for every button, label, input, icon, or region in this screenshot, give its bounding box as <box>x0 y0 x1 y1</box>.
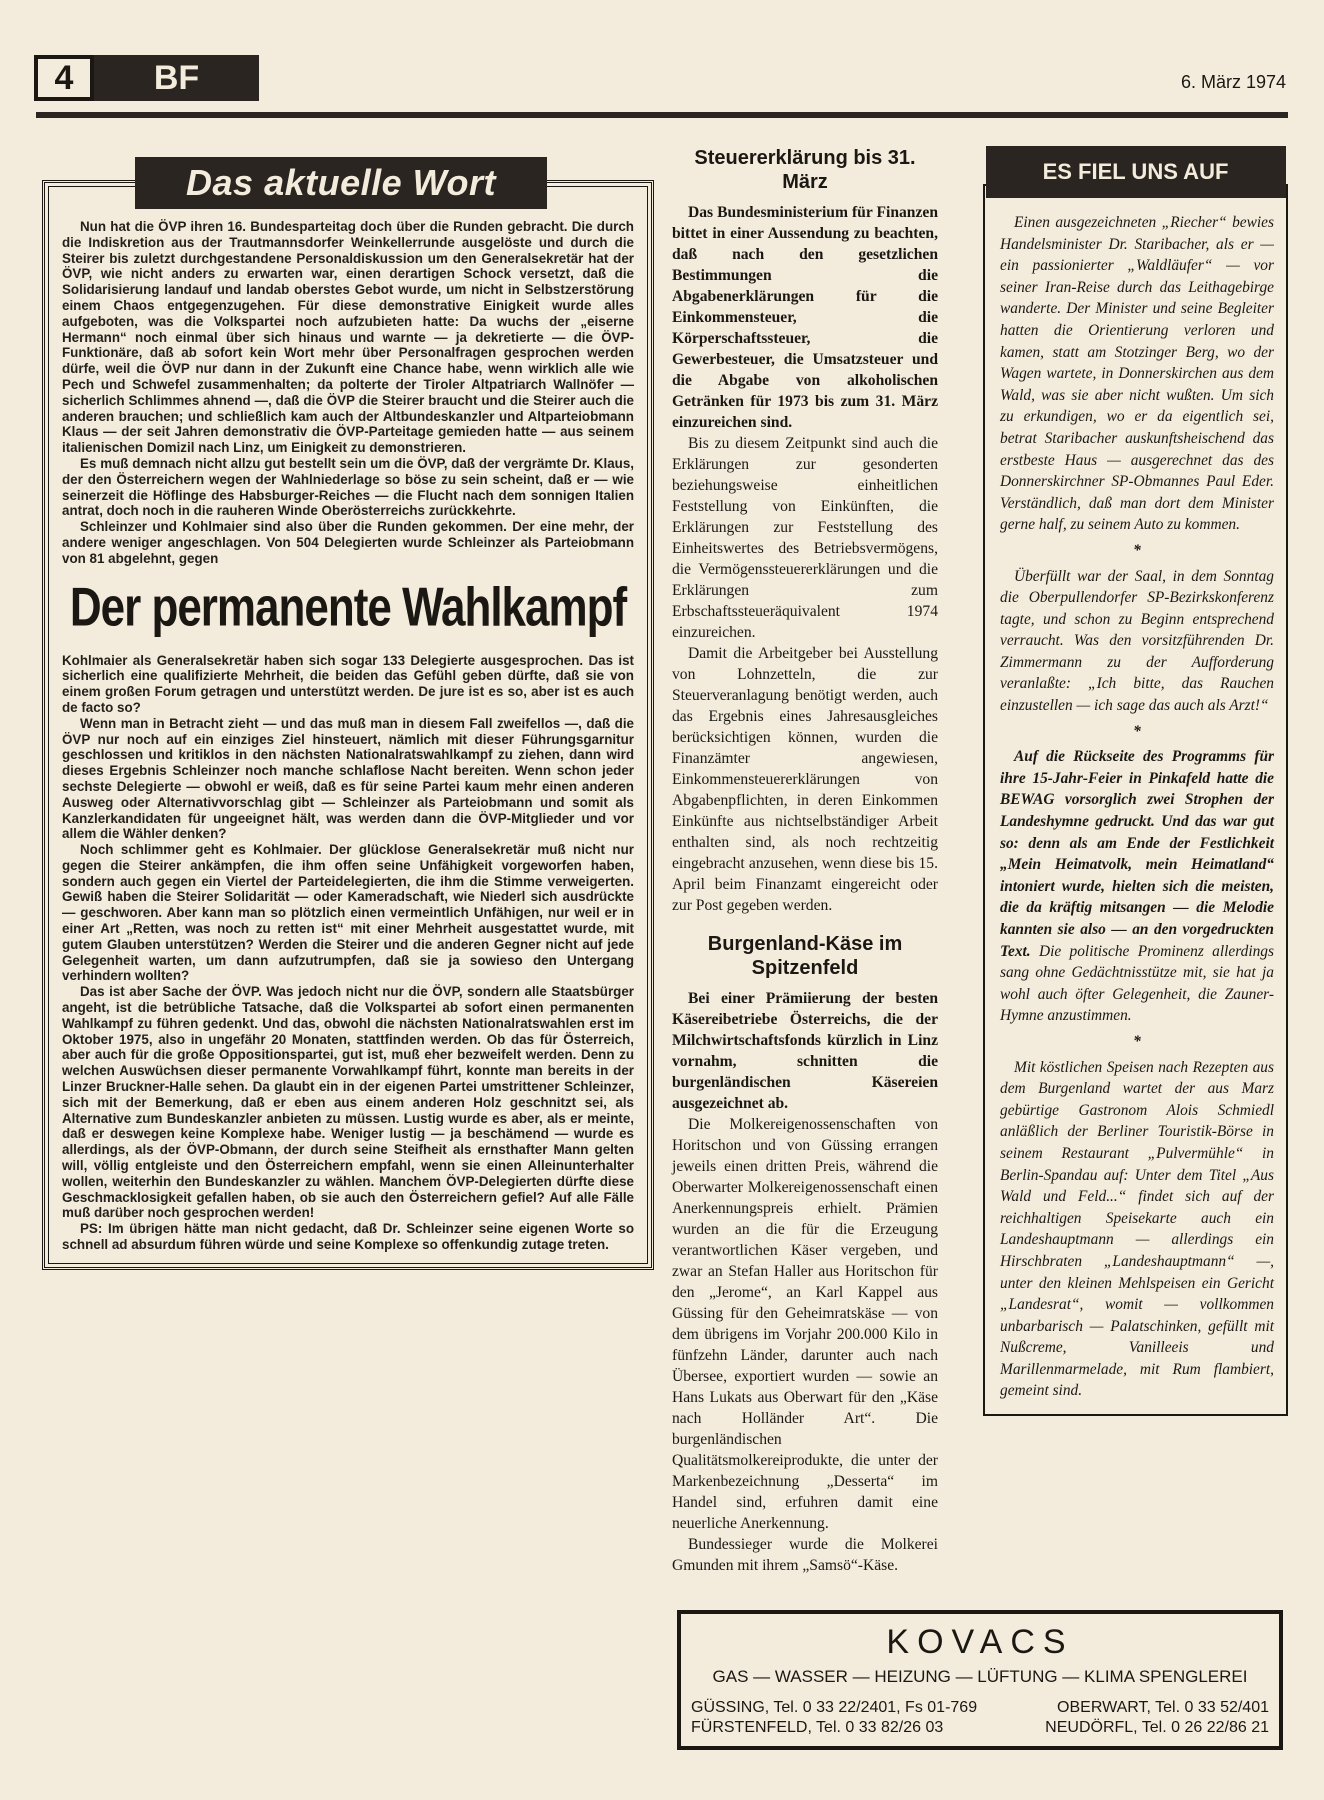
paragraph: Bis zu diesem Zeitpunkt sind auch die Erklärungen zur gesonderten beziehungsweise einheitlichen Feststellung von Einkünften, die Erklärungen zur Feststellung des Einheitswertes des Betriebsvermögens, die Vermögenssteuererklärungen und die Erklärungen zum Erbschaftssteueräquivalent 1974 einzureichen. <box>672 435 938 641</box>
editorial-text <box>62 219 634 567</box>
lead-paragraph: Bei einer Prämiierung der besten Käsereibetriebe Österreichs, die der Milchwirtschaftsfonds kürzlich in Linz vornahm, schnitten die burgenländischen Käsereien ausgezeichnet ab. <box>672 990 938 1112</box>
column-box <box>983 184 1288 1416</box>
column-item: Einen ausgezeichneten „Riecher“ bewies Handelsminister Dr. Staribacher, als er — ein passionierter „Waldläufer“ — vor seiner Iran-Reise durch das Leithagebirge wanderte. Der Minister und seine Begleiter hatten die Orientierung verloren und kamen, statt am Stotzinger Berg, wo der Wagen wartete, in Donnerskirchen aus dem Wald, was sie aber nicht wußten. Um sich zu erkundigen, wo er da eigentlich sei, betrat Staribacher auskunftsheischend das erstbeste Haus — ausgerechnet das des Donnerskirchner SP-Obmannes Paul Eder. Verständlich, daß man dort dem Minister gerne half, zu seinem Auto zu kommen. <box>1000 214 1274 534</box>
paragraph: Damit die Arbeitgeber bei Ausstellung von Lohnzetteln, die zur Steuerveranlagung benötigt werden, auch das Ergebnis eines Jahresausgleiches berücksichtigen können, wurden die Finanzämter angewiesen, Einkommensteuererklärungen von Abgabenpflichten, in deren Einkommen Einkünfte aus nichtselbständiger Arbeit enthalten sind, als noch rechtzeitig eingebracht anzusehen, wenn diese bis 15. April beim Finanzamt eingereicht oder zur Post gegeben werden. <box>672 645 938 914</box>
ad-contact: FÜRSTENFELD, Tel. 0 33 82/26 03 <box>691 1719 944 1736</box>
text: Die politische Prominenz allerdings sang ohne Gedächtnisstütze mit, sie hat ja wohl auch öfter Gelegenheit, die Zauner-Hymne anzustimmen. <box>1000 942 1274 1025</box>
header-rule <box>36 112 1288 118</box>
issue-date: 6. März 1974 <box>1180 72 1286 92</box>
page-number: 4 <box>34 55 94 101</box>
paragraph: Die Molkereigenossenschaften von Horitschon und von Güssing errangen jeweils einen dritten Preis, während die Oberwarter Molkereigenossenschaft einen Anerkennungspreis erhielt. Prämien wurden an die für die Erzeugung verantwortlichen Käser vergeben, und zwar an Stefan Haller aus Horitschon für den „Jerome“, an Karl Kappel aus Güssing für den Geheimratskäse — von dem übrigens im Vorjahr 200.000 Kilo in fünfzehn Länder, darunter auch nach Übersee, exportiert wurden — sowie an Hans Lukats aus Oberwart für den „Käse nach Holländer Art“. Die burgenländischen Qualitätsmolkereiprodukte, die unter der Markenbezeichnung „Desserta“ im Handel sind, erfuhren damit eine neuerliche Anerkennung. <box>672 1116 938 1532</box>
paragraph: Wenn man in Betracht zieht — und das muß man in diesem Fall zweifellos —, daß die ÖVP nur noch auf ein einziges Ziel hinsteuert, nämlich mit dieser Führungsgarnitur geschlossen und kritiklos in den nächsten Nationalratswahlkampf zu ziehen, dann wird dieses Ergebnis Schleinzer noch manche schlaflose Nacht bereiten. Wenn schon jeder sechste Delegierte — obwohl er weiß, daß es für seine Partei kaum mehr einen anderen Ausweg oder Alternativvorschlag gibt — Schleinzer als Parteiobmann und somit als Kanzlerkandidaten für ungeeignet hält, was werden dann die ÖVP-Mitglieder und vor allem die Wähler denken? <box>62 715 634 842</box>
editorial-box <box>42 180 654 1270</box>
advertisement <box>677 1610 1283 1750</box>
ad-services: GAS — WASSER — HEIZUNG — LÜFTUNG — KLIMA SPENGLEREI <box>712 1667 1248 1686</box>
column-banner: ES FIEL UNS AUF <box>986 146 1286 198</box>
column-text <box>1000 212 1274 1402</box>
editorial-subheadline: Der permanente Wahlkampf <box>69 576 627 638</box>
ad-brand: KOVACS <box>886 1623 1074 1661</box>
editorial-banner: Das aktuelle Wort <box>135 157 547 209</box>
paragraph: Schleinzer und Kohlmaier sind also über die Runden gekommen. Der eine mehr, der andere weniger angeschlagen. Von 504 Delegierten wurde Schleinzer als Parteiobmann von 81 abgelehnt, gegen <box>62 519 634 566</box>
column-item: Mit köstlichen Speisen nach Rezepten aus dem Burgenland wartet der aus Marz gebürtige Gastronom Alois Schmiedl anläßlich der Berliner Touristik-Börse in seinem Restaurant „Pulvermühle“ in Berlin-Spandau auf: Unter dem Titel „Aus Wald und Feld...“ findet sich auf der reichhaltigen Speisekarte auch ein Landeshauptmann — allerdings ein Hirschbraten „Landeshauptmann“ —, unter den kleinen Mehlspeisen ein Gericht „Landesrat“, womit — vollkommen unbarbarisch — Palatschinken, gefüllt mit Nußcreme, Vanilleeis und Marillenmarmelade, mit Rum flambiert, gemeint sind. <box>1000 1058 1274 1400</box>
right-area <box>672 146 1288 1758</box>
paragraph: Noch schlimmer geht es Kohlmaier. Der glücklose Generalsekretär muß nicht nur gegen die Steirer ankämpfen, die ihm offen seine Unfähigkeit vorgeworfen haben, sondern auch gegen ein Viertel der Parteidelegierten, die ihm die Stimme verweigerten. Gewiß haben die Steirer Solidarität — oder Kameradschaft, wie Niederl sich ausdrückte — geschworen. Aber kann man so plötzlich einen vermeintlich Unfähigen, nur weil er in einer Art „Retten, was noch zu retten ist“ mit einer Mehrheit ausgestattet wurde, mit gutem Glauben unterstützen? Werden die Steirer und die anderen Gegner nicht auf jede Gelegenheit warten, um dann aufzutrumpfen, daß sie ja sowieso den Untergang verhindern wollten? <box>62 842 634 984</box>
paragraph: Bundessieger wurde die Molkerei Gmunden mit ihrem „Samsö“-Käse. <box>672 1536 938 1574</box>
paragraph: Es muß demnach nicht allzu gut bestellt sein um die ÖVP, daß der vergrämte Dr. Klaus, der den Österreichern wegen der Wahlniederlage so böse zu sein scheint, daß er — wie seinerzeit die Höflinge des Habsburger-Reiches — die Flucht nach dem sonnigen Italien antrat, doch noch in die rauheren Winde Oberösterreichs zurückkehrte. <box>62 455 634 519</box>
lead-paragraph: Kohlmaier als Generalsekretär haben sich sogar 133 Delegierte ausgesprochen. Das ist sicherlich eine qualifizierte Mehrheit, die beiden das Gefühl geben dürfte, daß sie von einem großen Forum getragen und unterstützt werden. De jure ist es so, aber ist es auch de facto so? <box>62 652 634 715</box>
section-label: BF <box>94 55 259 101</box>
ad-contact: NEUDÖRFL, Tel. 0 26 22/86 21 <box>1045 1719 1269 1736</box>
column-item: Überfüllt war der Saal, in dem Sonntag die Oberpullendorfer SP-Bezirkskonferenz tagte, und schon zu Beginn entsprechend verraucht. Was den vorsitzführenden Dr. Zimmermann zu der Aufforderung veranlaßte: „Ich bitte, das Rauchen einzustellen — ich sage das auch als Arzt!“ <box>1000 567 1274 715</box>
news-column <box>672 146 938 1576</box>
paragraph: Nun hat die ÖVP ihren 16. Bundesparteitag doch über die Runden gebracht. Die durch die Indiskretion aus der Trautmannsdorfer Weinkellerrunde ausgelöste und durch die Steirer bis zuletzt durchgestandene Personaldiskussion um den Generalsekretär hat der ÖVP, wie nicht anders zu erwarten war, einen derartigen Schock versetzt, daß die Solidarisierung landauf und landab oberstes Gebot wurde, um nicht in Selbstzerstörung einem Chaos entgegenzugehen. Für diese demonstrative Einigkeit wurde alles aufgeboten, was die Volkspartei noch aufzubieten hatte: Da wuchs der „eiserne Hermann“ noch einmal über sich hinaus und warnte — ja dekretierte — die ÖVP-Funktionäre, daß ab sofort kein Wort mehr über Personalfragen gesprochen werden dürfe, weil die ÖVP nur dann in der Zukunft eine Chance habe, wenn wirklich alle wie Pech und Schwefel zusammenhalten; da polterte der Tiroler Altpatriarch Wallnöfer — sicherlich Schlimmes ahnend —, daß die ÖVP die Steirer braucht und die Steirer auch die anderen brauchen; und schließlich kam auch der Altbundeskanzler und Altparteiobmann Klaus — der seit Jahren demonstrativ die ÖVP-Parteitage gemieden hatte — aus seinem italienischen Domizil nach Linz, um Einigkeit zu demonstrieren. <box>62 219 634 456</box>
paragraph: Das ist aber Sache der ÖVP. Was jedoch nicht nur die ÖVP, sondern alle Staatsbürger angeht, ist die betrübliche Tatsache, daß die Volkspartei ab sofort einen permanenten Wahlkampf zu führen gedenkt. Und das, obwohl die nächsten Nationalratswahlen erst im Oktober 1975, also in ungefähr 20 Monaten, stattfinden werden. Ob das für Österreich, aber auch für die große Oppositionspartei, gut ist, muß eher bezweifelt werden. Denn zu welchen Auswüchsen dieser permanente Vorwahlkampf führt, konnte man bereits in der Linzer Bruckner-Halle sehen. Da glaubt ein in der eigenen Partei umstrittener Schleinzer, sich mit der Bemerkung, daß er eben aus einem anderen Holz geschnitzt sei, als Alternative zum Bundeskanzler anbieten zu müssen. Lustig wurde es aber, als er meinte, daß er deswegen keine Komplexe habe. Weniger lustig — ja beschämend — wurde es allerdings, als der ÖVP-Obmann, der durch seine Steifheit als ernsthafter Mann gelten will, völlig entgleiste und den Österreichern empfahl, wenn sie einen Alleinunterhalter wollen, weiterhin den Bundeskanzler zu wählen. Manchem ÖVP-Delegierten dürfte diese Geschmacklosigkeit gefallen haben, ob sie auch den Österreichern gefiel? Auf alle Fälle muß darüber noch gesprochen werden! <box>62 984 634 1221</box>
separator-star: * <box>1133 722 1141 740</box>
editorial-text-continued <box>62 653 634 1253</box>
paragraph: PS: Im übrigen hätte man nicht gedacht, daß Dr. Schleinzer seine eigenen Worte so schnell ad absurdum führen würde und seine Komplexe so offenkundig zutage treten. <box>62 1221 634 1253</box>
ad-contact: GÜSSING, Tel. 0 33 22/2401, Fs 01-769 <box>691 1699 978 1716</box>
lead-paragraph: Das Bundesministerium für Finanzen bittet in einer Aussendung zu beachten, daß nach den gesetzlichen Bestimmungen die Abgabenerklärungen für die Einkommensteuer, die Körperschaftssteuer, die Gewerbesteuer, die Umsatzsteuer und die Abgabe von alkoholischen Getränken für 1973 bis zum 31. März einzureichen sind. <box>672 204 938 431</box>
editorial-column <box>42 157 654 1270</box>
ad-contact: OBERWART, Tel. 0 33 52/401 <box>1057 1699 1269 1716</box>
separator-star: * <box>1133 541 1141 559</box>
separator-star: * <box>1133 1032 1141 1050</box>
article-title: Steuererklärung bis 31. März <box>694 147 916 193</box>
bold-text: Auf die Rückseite des Programms für ihre 15-Jahr-Feier in Pinkafeld hatte die BEWAG vorsorglich zwei Strophen der Landeshymne gedruckt. Und das war gut so: denn als am Ende der Festlichkeit „Mein Heimatvolk, mein Heimatland“ intoniert wurde, hielten sich die meisten, die da kräftig mitsangen — die Melodie kannten sie also — an den vorgedruckten Text. <box>1000 748 1274 960</box>
gossip-column <box>983 146 1288 1416</box>
article-title: Burgenland-Käse im Spitzenfeld <box>707 933 903 979</box>
column-item <box>1000 746 1274 1027</box>
